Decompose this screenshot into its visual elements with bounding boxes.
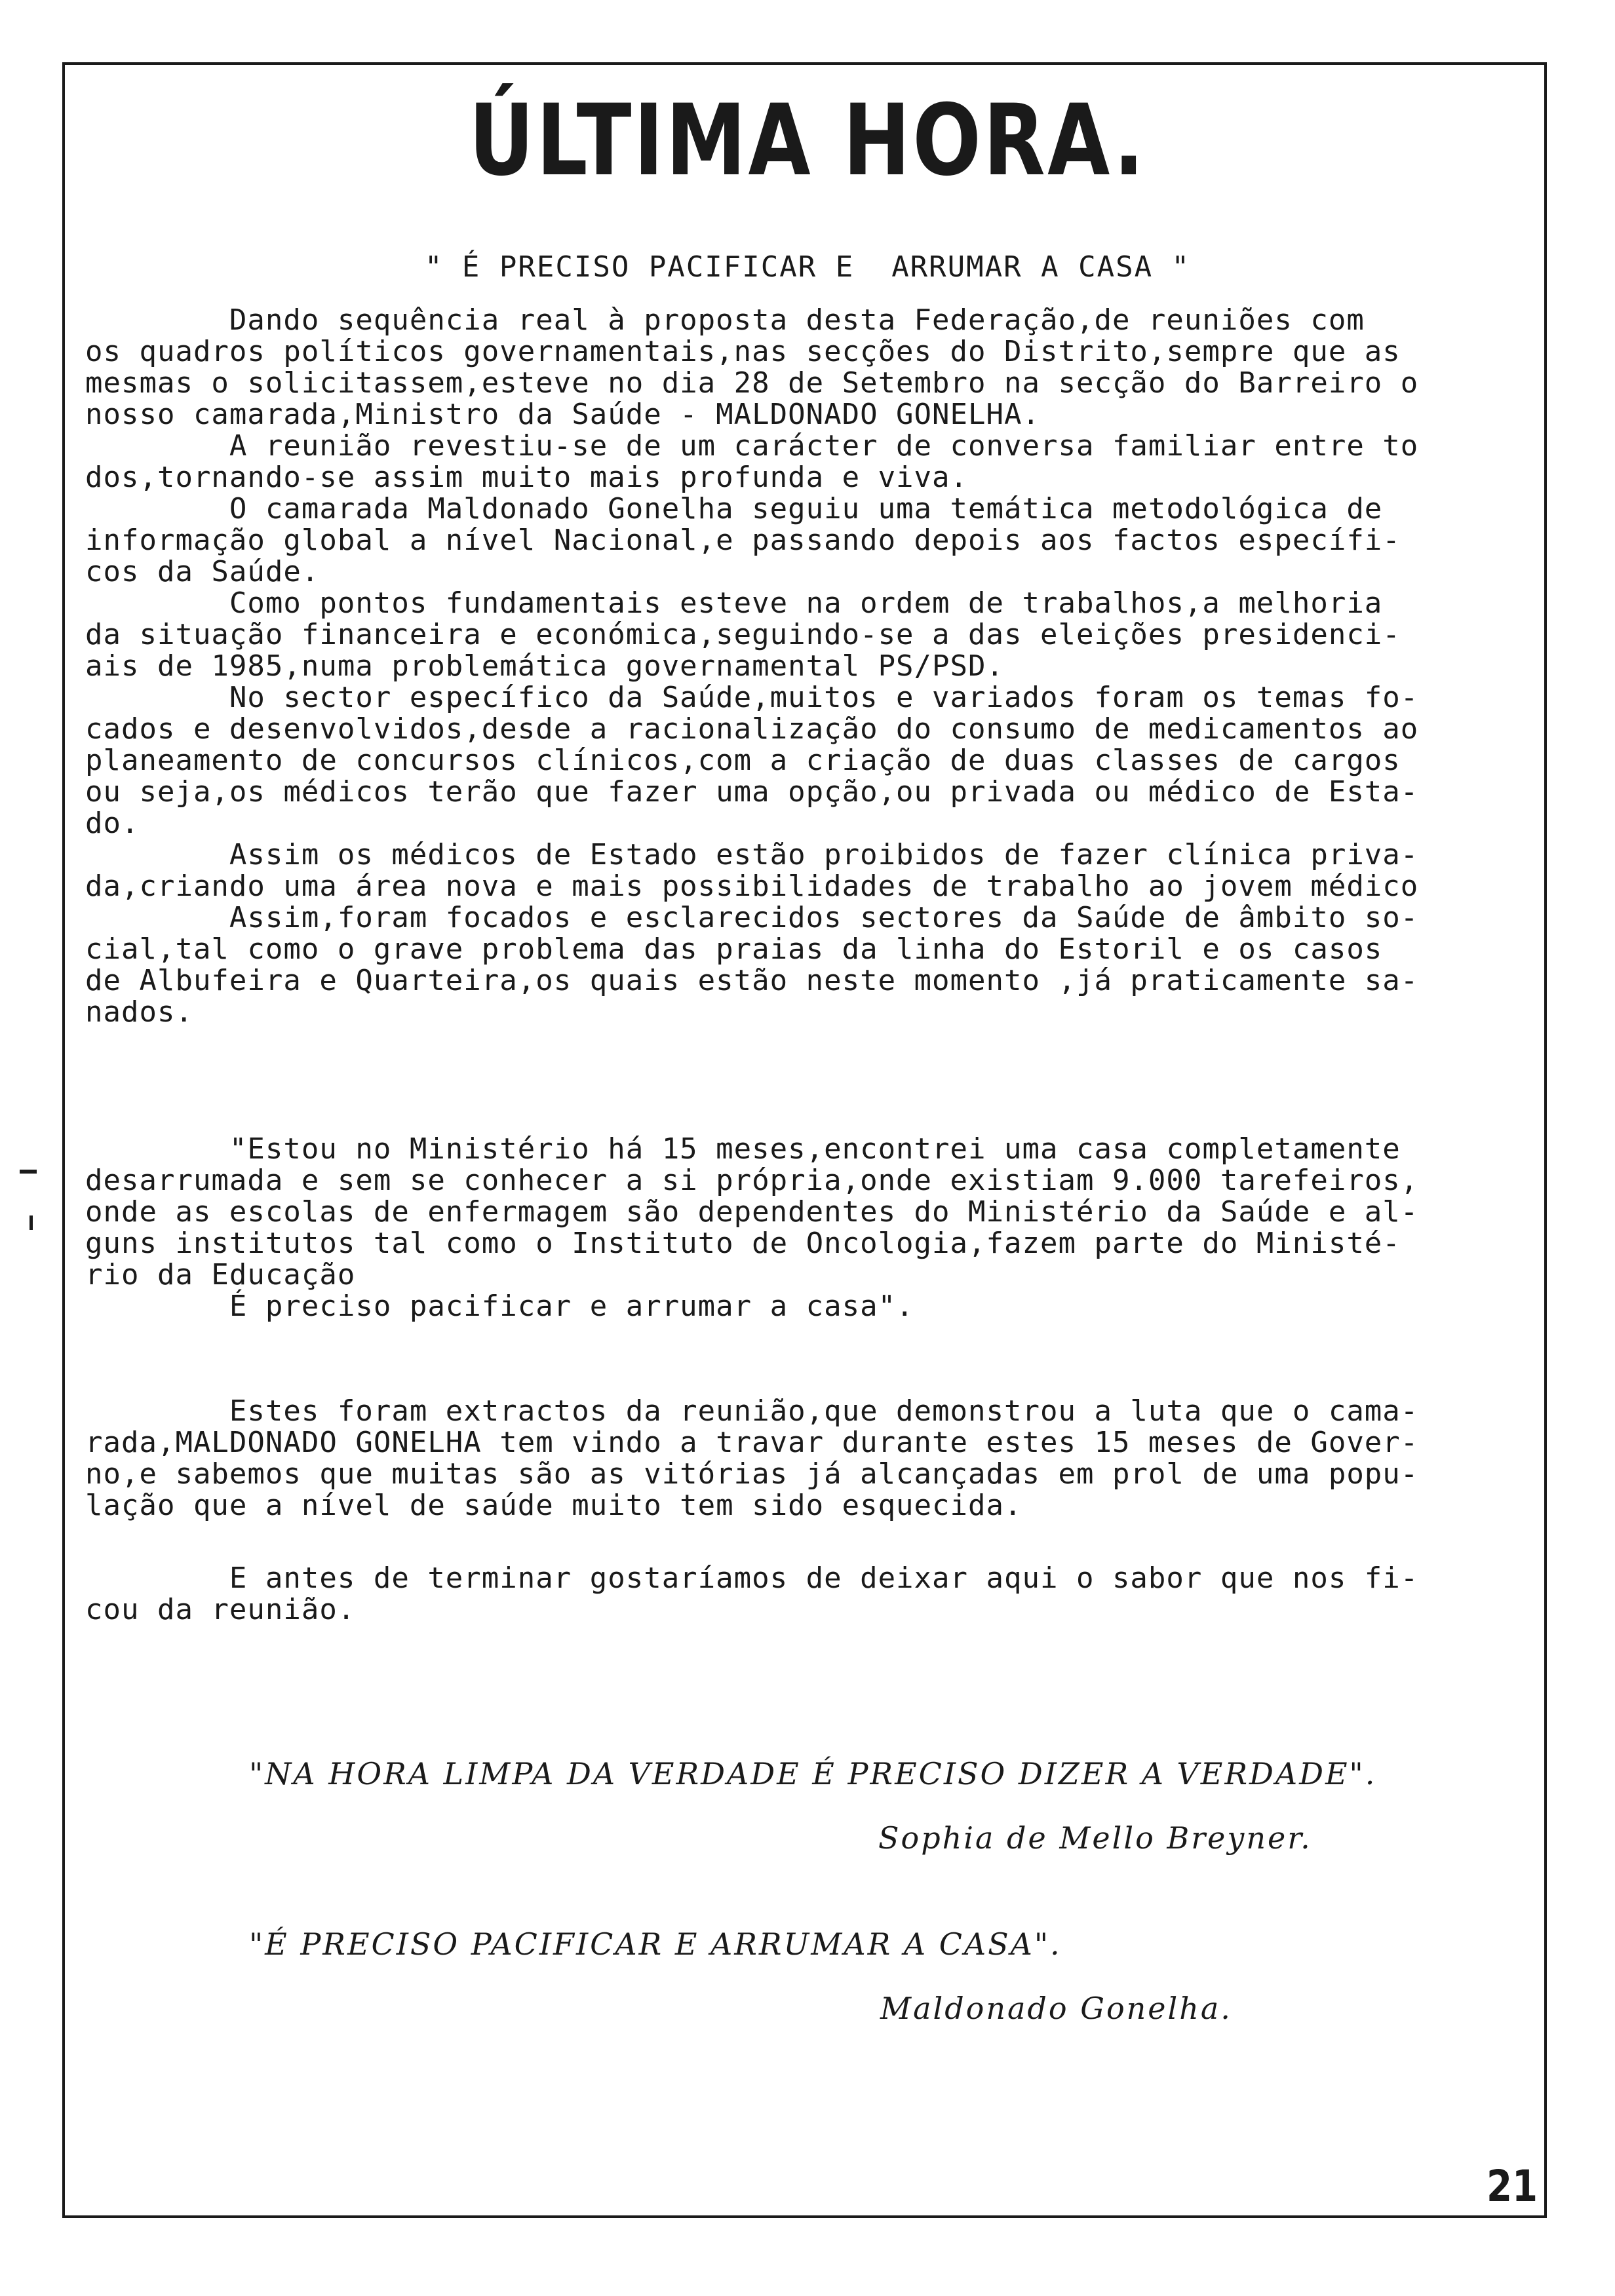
quote-text: "NA HORA LIMPA DA VERDADE É PRECISO DIZER A VERDADE". [249,1756,1377,1791]
text-line: guns institutos tal como o Instituto de Oncologia,fazem parte do Ministé- [85,1227,1401,1260]
text-line: cial,tal como o grave problema das praias da linha do Estoril e os casos [85,932,1383,966]
text-line: da situação financeira e económica,seguindo-se a das eleições presidenci- [85,618,1401,651]
text-line: "Estou no Ministério há 15 meses,encontrei uma casa completamente [85,1132,1401,1166]
epigraph-quote-1 [249,1756,1376,1791]
quote-author: Maldonado Gonelha. [880,1991,1232,2026]
text-line: Assim,foram focados e esclarecidos sectores da Saúde de âmbito so- [85,901,1419,934]
text-line: mesmas o solicitassem,esteve no dia 28 de Setembro na secção do Barreiro o [85,366,1419,400]
text-line: A reunião revestiu-se de um carácter de conversa familiar entre to [85,429,1419,463]
text-line: rio da Educação [85,1258,356,1292]
text-line: Estes foram extractos da reunião,que demonstrou a luta que o cama- [85,1394,1419,1428]
text-line: os quadros políticos governamentais,nas secções do Distrito,sempre que as [85,335,1401,368]
final-paragraph-block [85,1563,1547,1626]
text-line: onde as escolas de enfermagem são dependentes do Ministério da Saúde e al- [85,1195,1419,1229]
text-line: informação global a nível Nacional,e passando depois aos factos específi- [85,524,1401,557]
text-line: do. [85,807,140,840]
text-line: O camarada Maldonado Gonelha seguiu uma temática metodológica de [85,492,1383,526]
text-line: desarrumada e sem se conhecer a si própria,onde existiam 9.000 tarefeiros, [85,1164,1419,1197]
page-subtitle: " É PRECISO PACIFICAR E ARRUMAR A CASA " [424,250,1191,284]
text-line: de Albufeira e Quarteira,os quais estão neste momento ,já praticamente sa- [85,964,1419,997]
text-line: nosso camarada,Ministro da Saúde - MALDONADO GONELHA. [85,398,1040,431]
epigraph-quote-2 [249,1926,1062,1962]
text-line: rada,MALDONADO GONELHA tem vindo a travar durante estes 15 meses de Gover- [85,1426,1419,1459]
quote-paragraph-block [85,1134,1547,1322]
text-line: lação que a nível de saúde muito tem sido esquecida. [85,1489,1022,1522]
text-line: cados e desenvolvidos,desde a racionalização do consumo de medicamentos ao [85,712,1419,746]
text-line: Assim os médicos de Estado estão proibidos de fazer clínica priva- [85,838,1419,871]
text-line: da,criando uma área nova e mais possibilidades de trabalho ao jovem médico [85,870,1419,903]
closing-paragraph-block [85,1396,1547,1521]
quote-text: "É PRECISO PACIFICAR E ARRUMAR A CASA". [249,1926,1062,1962]
text-line: dos,tornando-se assim muito mais profunda e viva. [85,461,969,494]
text-line: no,e sabemos que muitas são as vitórias já alcançadas em prol de uma popu- [85,1457,1419,1491]
text-line: ou seja,os médicos terão que fazer uma opção,ou privada ou médico de Esta- [85,775,1419,809]
text-line: E antes de terminar gostaríamos de deixar aqui o sabor que nos fi- [85,1561,1419,1595]
scan-mark [29,1215,33,1230]
text-line: nados. [85,995,193,1029]
text-line: Como pontos fundamentais esteve na ordem de trabalhos,a melhoria [85,586,1383,620]
paragraph-block-main [85,305,1547,1028]
text-line: No sector específico da Saúde,muitos e variados foram os temas fo- [85,681,1419,714]
article-body [85,305,1547,1028]
text-line: ais de 1985,numa problemática governamental PS/PSD. [85,649,1005,683]
text-line: cos da Saúde. [85,555,320,588]
text-line: É preciso pacificar e arrumar a casa". [85,1290,914,1323]
scan-mark [20,1170,37,1174]
page-number: 21 [1487,2161,1538,2211]
text-line: cou da reunião. [85,1593,356,1626]
quote-author: Sophia de Mello Breyner. [878,1820,1312,1856]
page-title: ÚLTIMA HORA. [469,84,1146,198]
text-line: Dando sequência real à proposta desta Federação,de reuniões com [85,303,1365,337]
text-line: planeamento de concursos clínicos,com a criação de duas classes de cargos [85,744,1401,777]
